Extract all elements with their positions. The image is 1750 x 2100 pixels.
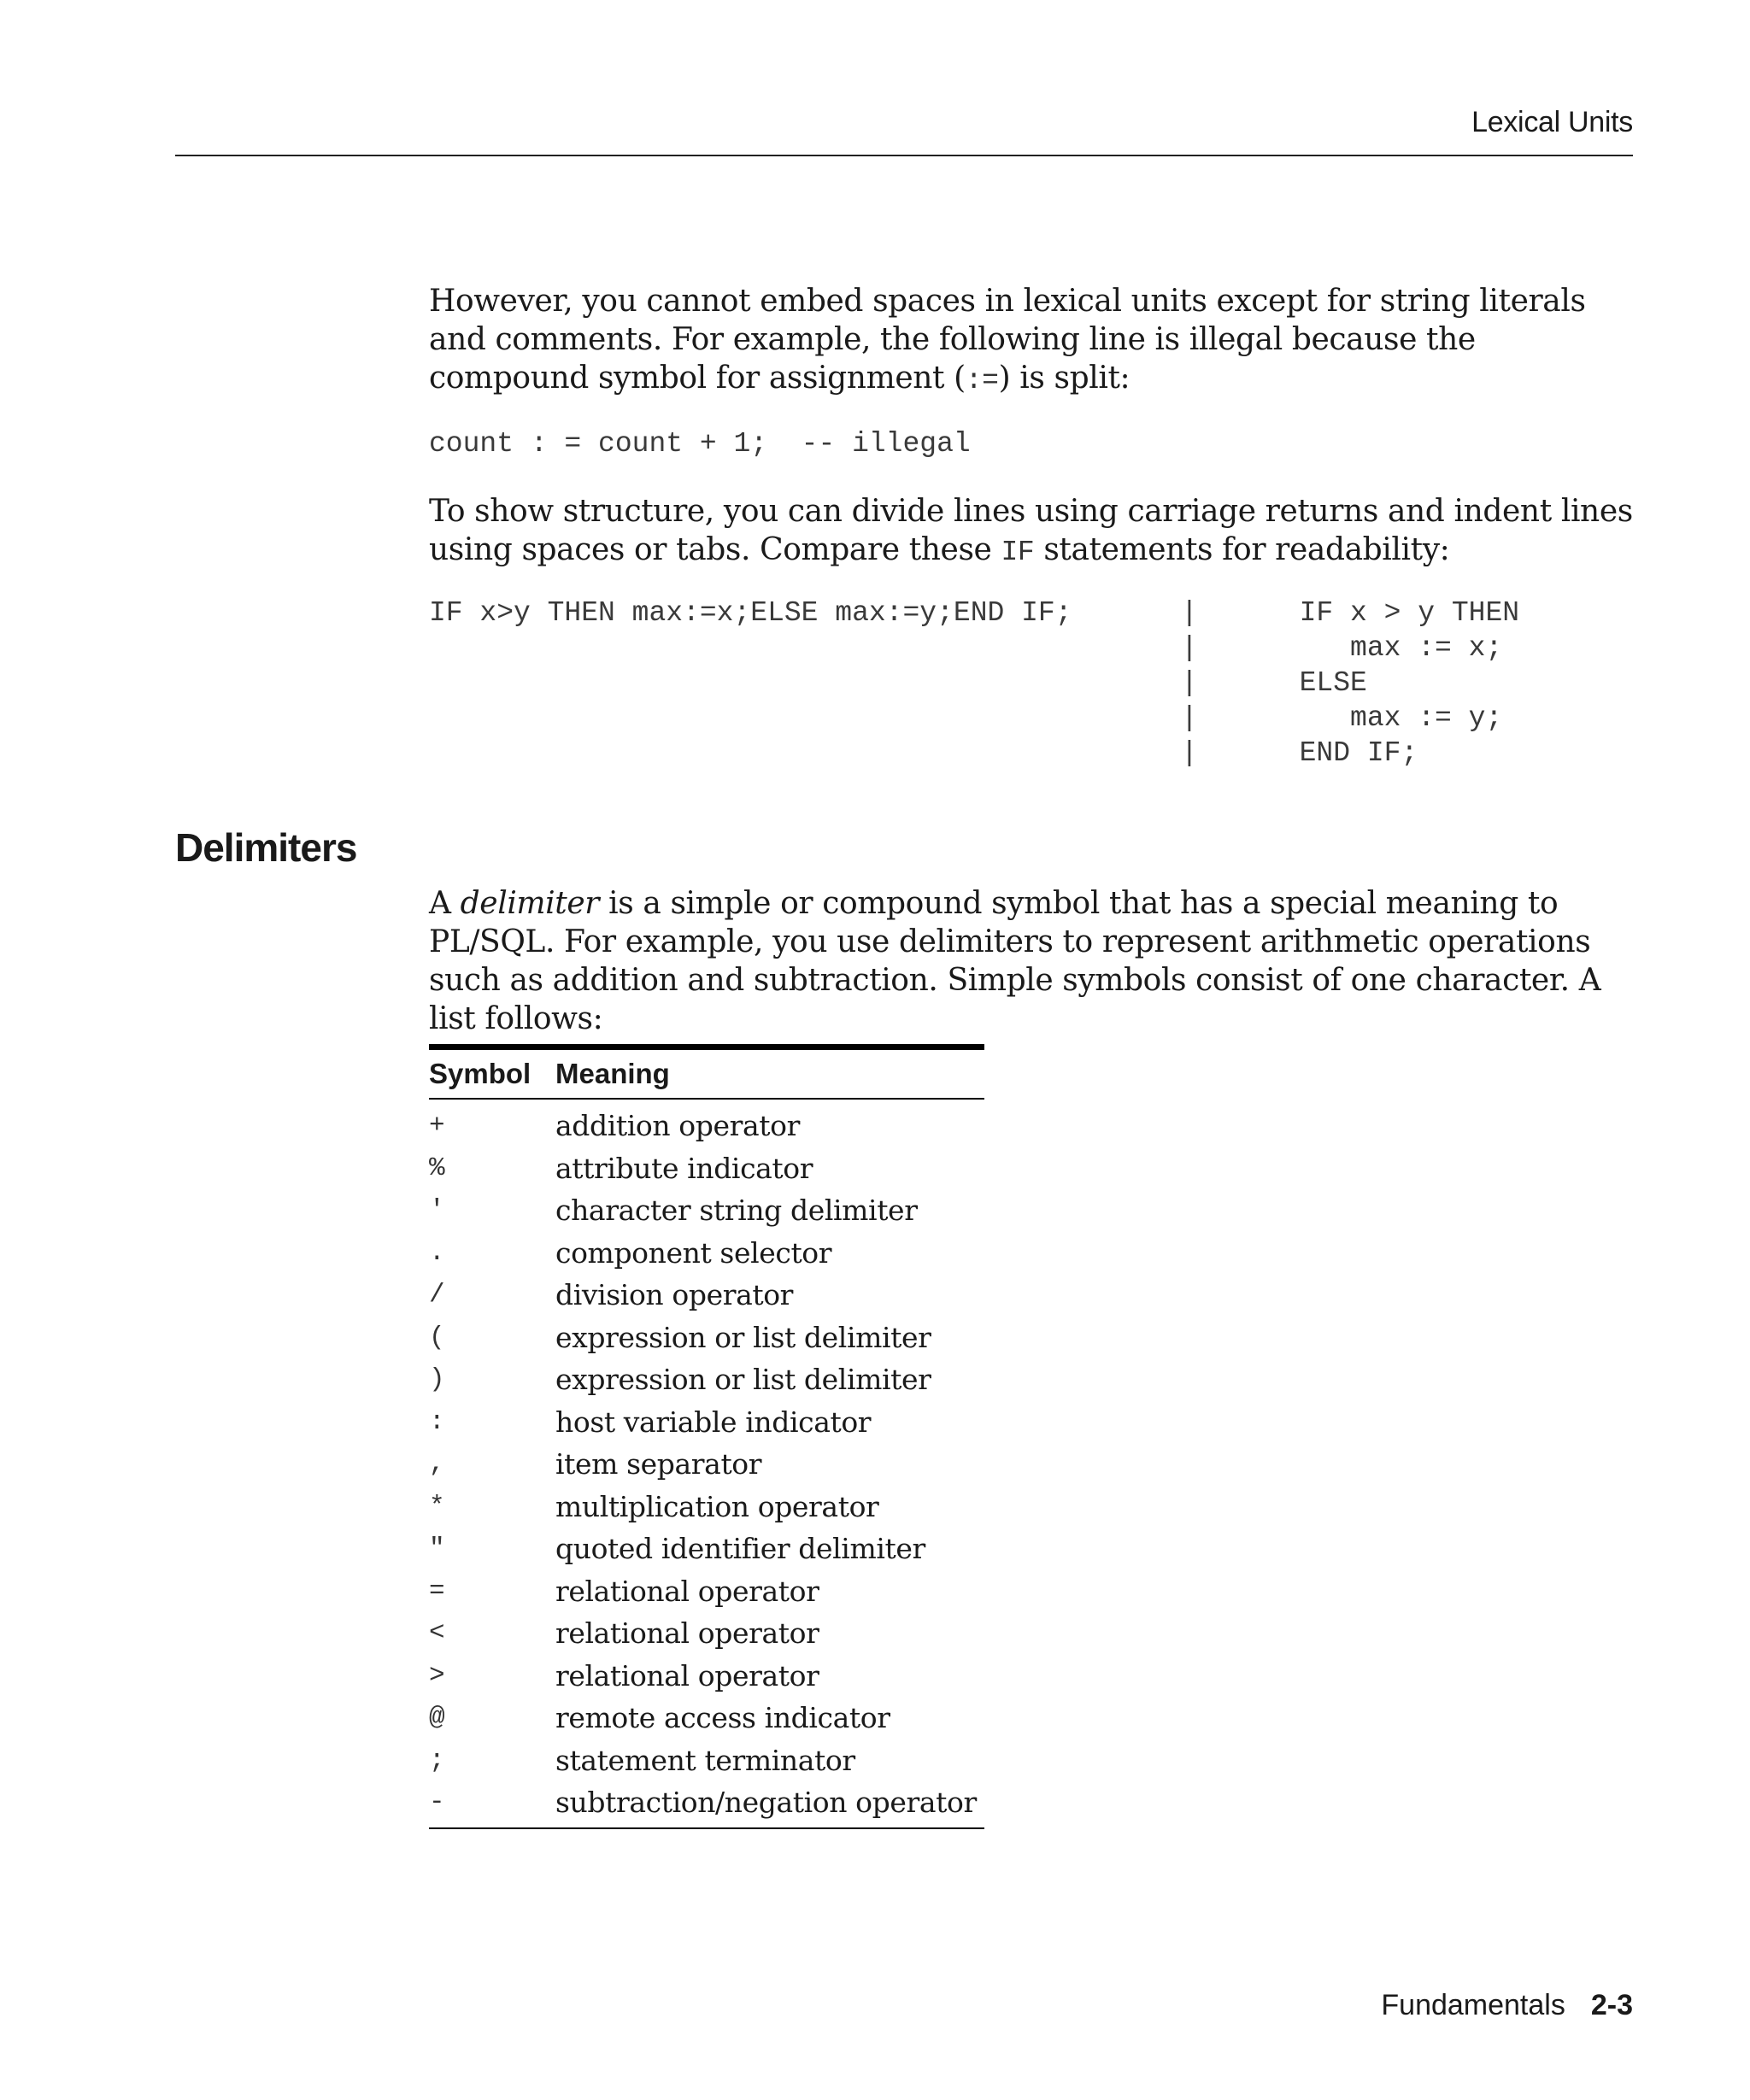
symbol-cell: + (429, 1111, 445, 1141)
page-footer (1381, 1989, 1633, 2022)
table-row (429, 1739, 984, 1782)
delim-para-a: A (429, 886, 461, 921)
table-row (429, 1189, 984, 1232)
table-row (429, 1655, 984, 1698)
meaning-cell: subtraction/negation operator (555, 1786, 977, 1820)
symbol-cell: < (429, 1618, 445, 1649)
delimiters-paragraph (429, 884, 1642, 1038)
if-compact-code: IF x>y THEN max:=x;ELSE max:=y;END IF; (429, 597, 1072, 629)
if-formatted-line-4: | max := y; (1181, 702, 1503, 734)
symbol-cell: ; (429, 1745, 445, 1775)
table-row (429, 1358, 984, 1401)
header-symbol: Symbol (429, 1058, 531, 1089)
table-row (429, 1486, 984, 1528)
table-row (429, 1274, 984, 1317)
if-formatted-line-5: | END IF; (1181, 737, 1418, 769)
symbol-cell: * (429, 1491, 445, 1522)
table-row (429, 1099, 984, 1147)
para2-text-a: To show structure, you can divide lines using carriage returns and indent lines using spaces or tabs. Compare these (429, 494, 1633, 567)
table-row (429, 1401, 984, 1444)
footer-section-title: Fundamentals (1381, 1989, 1565, 2021)
meaning-cell: relational operator (555, 1616, 819, 1651)
meaning-cell: host variable indicator (555, 1405, 872, 1439)
symbol-cell: ) (429, 1364, 445, 1395)
table-row (429, 1443, 984, 1486)
page-number: 2-3 (1590, 1989, 1633, 2021)
intro-paragraph-2-block (429, 492, 1642, 572)
meaning-cell: character string delimiter (555, 1194, 918, 1228)
table-row (429, 1317, 984, 1359)
para1-text-b: ) is split: (998, 361, 1130, 396)
meaning-cell: item separator (555, 1447, 762, 1481)
symbol-cell: ( (429, 1322, 445, 1352)
meaning-cell: expression or list delimiter (555, 1363, 931, 1397)
table-header-row (429, 1047, 984, 1100)
section-heading-delimiters: Delimiters (175, 825, 357, 870)
assignment-symbol-inline: := (965, 365, 999, 396)
table-row (429, 1612, 984, 1655)
if-formatted-line-2: | max := x; (1181, 632, 1503, 664)
meaning-cell: relational operator (555, 1658, 819, 1692)
meaning-cell: multiplication operator (555, 1489, 879, 1523)
delimiter-term: delimiter (460, 886, 600, 921)
symbol-cell: > (429, 1660, 445, 1691)
table-row (429, 1528, 984, 1570)
symbol-cell: , (429, 1449, 445, 1480)
table-row (429, 1697, 984, 1739)
symbol-cell: - (429, 1787, 445, 1818)
symbol-cell: . (429, 1237, 445, 1268)
if-keyword-inline: IF (1001, 537, 1035, 568)
symbol-cell: " (429, 1534, 445, 1564)
delimiters-paragraph-block (429, 884, 1642, 1038)
header-meaning: Meaning (555, 1058, 670, 1089)
meaning-cell: relational operator (555, 1574, 819, 1608)
table-row (429, 1232, 984, 1275)
meaning-cell: component selector (555, 1235, 832, 1270)
symbol-cell: : (429, 1406, 445, 1437)
intro-paragraph-1-block (429, 282, 1642, 400)
symbol-cell: ' (429, 1195, 445, 1226)
if-formatted-line-3: | ELSE (1181, 667, 1367, 699)
table-row (429, 1781, 984, 1828)
meaning-cell: statement terminator (555, 1743, 855, 1777)
intro-paragraph-2 (429, 492, 1642, 572)
table-row (429, 1147, 984, 1190)
illegal-code-block (429, 426, 1642, 461)
if-formatted-line-1: | IF x > y THEN (1181, 597, 1520, 629)
meaning-cell: expression or list delimiter (555, 1320, 931, 1354)
meaning-cell: addition operator (555, 1109, 800, 1143)
header-rule (175, 155, 1633, 156)
para2-text-b: statements for readability: (1034, 532, 1450, 567)
symbol-cell: / (429, 1280, 445, 1311)
running-header: Lexical Units (1471, 106, 1633, 138)
meaning-cell: division operator (555, 1278, 794, 1312)
symbol-cell: = (429, 1575, 445, 1606)
delim-para-rest: is a simple or compound symbol that has a special meaning to PL/SQL. For example, you use delimiters to represent arithmetic operations such as addition and subtraction. Simple symbols consist of one character. A list follows: (429, 886, 1601, 1036)
illegal-code-line: count : = count + 1; -- illegal (429, 428, 971, 460)
symbol-cell: % (429, 1153, 445, 1183)
if-formatted-code (1181, 595, 1519, 771)
table-row (429, 1570, 984, 1613)
delimiter-table (429, 1044, 984, 1829)
symbol-cell: @ (429, 1703, 445, 1733)
meaning-cell: remote access indicator (555, 1701, 890, 1735)
meaning-cell: quoted identifier delimiter (555, 1532, 925, 1566)
para1-text-a: However, you cannot embed spaces in lexical units except for string literals and comments. For example, the following line is illegal because the compound symbol for assignment ( (429, 284, 1586, 396)
meaning-cell: attribute indicator (555, 1151, 813, 1185)
intro-paragraph-1 (429, 282, 1642, 400)
